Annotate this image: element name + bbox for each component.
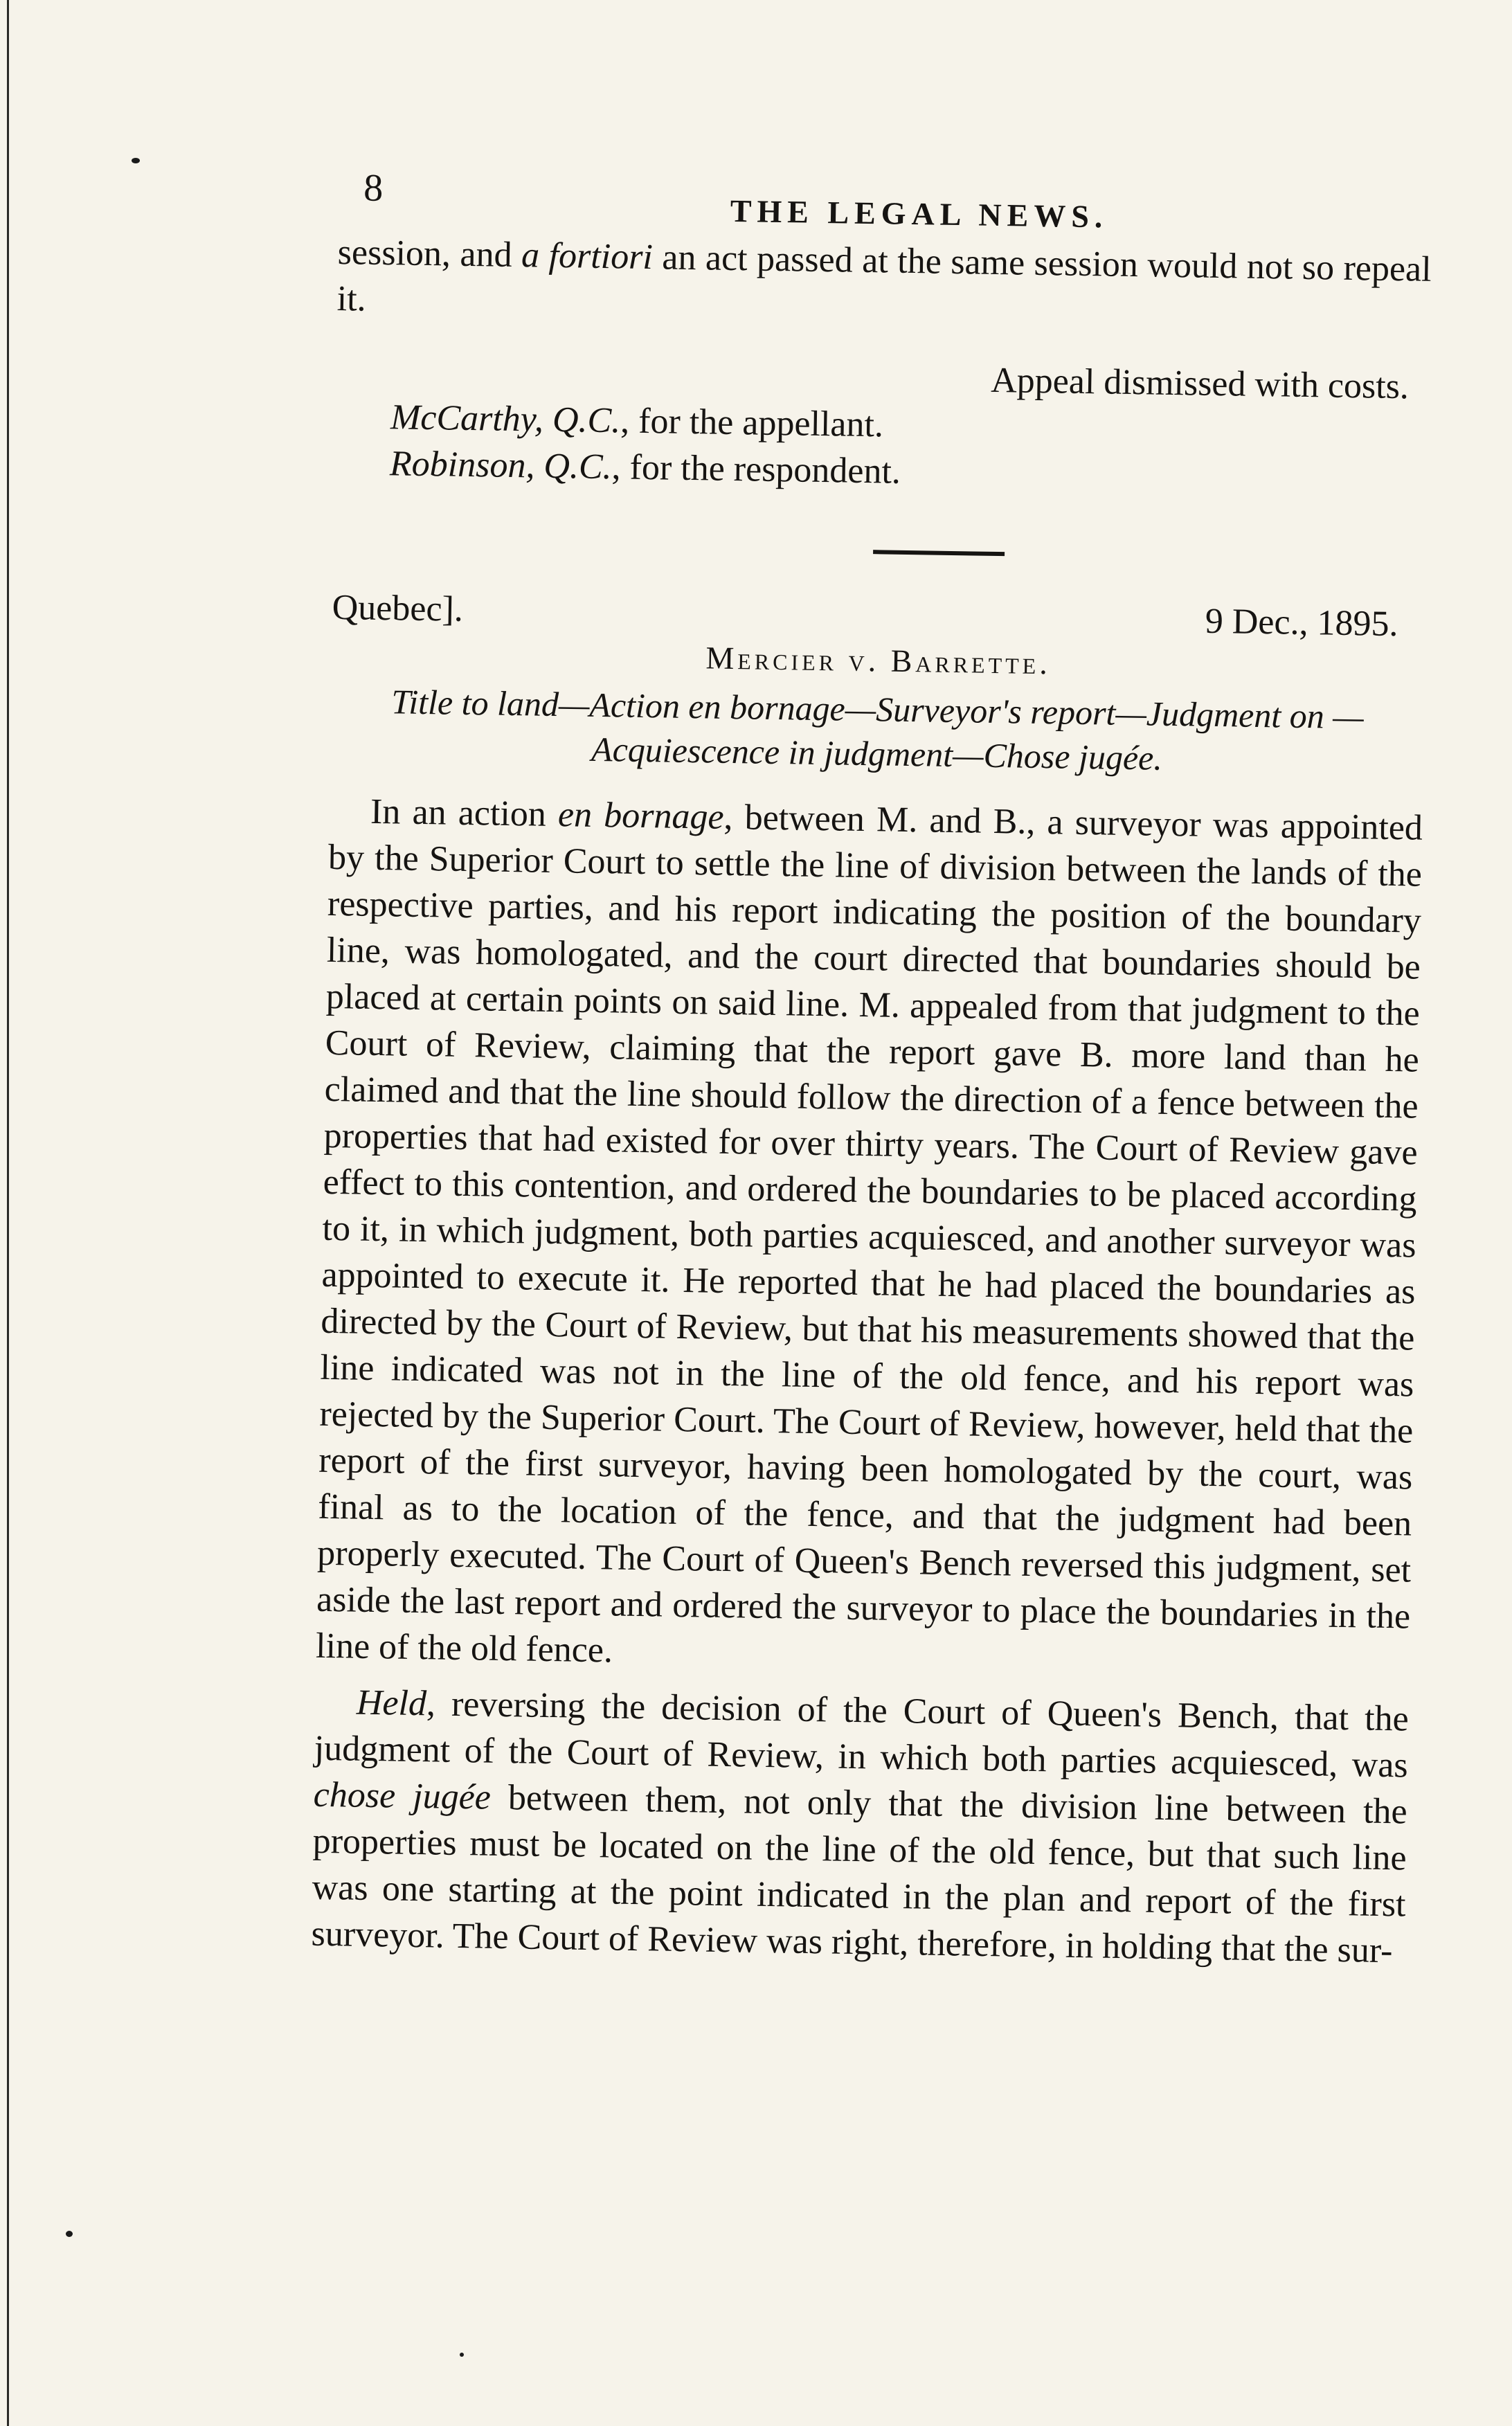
para-italic: Held xyxy=(356,1682,427,1724)
book-page xyxy=(305,156,1432,2319)
counsel-name: McCarthy, Q.C. xyxy=(390,397,621,441)
ink-speck xyxy=(132,158,140,163)
continuation-italic: a fortiori xyxy=(521,235,654,278)
case-title: Mercier v. Barrette. xyxy=(705,640,1052,681)
court-name: Quebec]. xyxy=(332,587,464,629)
continuation-paragraph xyxy=(336,229,1432,339)
continuation-text-end: an act passed at the same session would not so repeal it. xyxy=(336,237,1432,319)
page-edge-line xyxy=(7,0,9,2426)
continuation-text: session, and xyxy=(337,232,522,276)
page-number: 8 xyxy=(363,166,384,210)
section-divider xyxy=(873,550,1005,556)
running-title: THE LEGAL NEWS. xyxy=(730,192,1108,235)
disposition: Appeal dismissed with costs. xyxy=(990,360,1410,407)
para-text: between them, not only that the division line between the properties must be located on the line of the old fence, but that such line was one starting at the point indicated in the plan and report of the first surveyor. The Court of Review was right, therefore, in holding that the sur- xyxy=(311,1777,1408,1971)
body-paragraph xyxy=(316,788,1423,1687)
ink-speck xyxy=(460,2353,464,2357)
case-date: 9 Dec., 1895. xyxy=(1205,601,1399,645)
headnote: Title to land—Action en bornage—Surveyor's report—Judgment on —Acquiescence in judgment—Chose jugée. xyxy=(390,682,1365,778)
para-italic: chose jugée xyxy=(313,1774,492,1817)
counsel-role: , for the appellant. xyxy=(620,401,884,445)
para-text: , reversing the decision of the Court of Queen's Bench, that the judgment of the Court of Review, in which both parties acquiesced, was xyxy=(314,1684,1410,1786)
para-italic: en bornage xyxy=(557,795,725,837)
body-paragraph xyxy=(311,1679,1409,1975)
counsel-name: Robinson, Q.C. xyxy=(389,444,613,487)
para-text: , between M. and B., a surveyor was appointed by the Superior Court to settle the line of division between the lands of the respective parties, and his report indicating the position of the boundary line, was homologated, and the court directed that boundaries should be placed at certain points on said line. M. appealed from that judgment to the Court of Review, claiming that the report gave B. more land than he claimed and that the line should follow the direction of a fence between the properties that had existed for over thirty years. The Court of Review gave effect to this contention, and ordered the boundaries to be placed according to it, in which judgment, both parties acquiesced, and another surveyor was appointed to execute it. He reported that he had placed the boundaries as directed by the Court of Review, but that his measurements showed that the line indicated was not in the line of the old fence, and his report was rejected by the Superior Court. The Court of Review, however, held that the report of the first surveyor, having been homologated by the court, was final as to the location of the fence, and that the judgment had been properly executed. The Court of Queen's Bench reversed this judgment, set aside the last report and ordered the surveyor to place the boundaries in the line of the old fence. xyxy=(315,797,1423,1671)
page-header xyxy=(338,156,1432,242)
para-text: In an action xyxy=(370,791,559,835)
counsel-role: , for the respondent. xyxy=(611,447,901,492)
ink-speck xyxy=(66,2231,73,2237)
